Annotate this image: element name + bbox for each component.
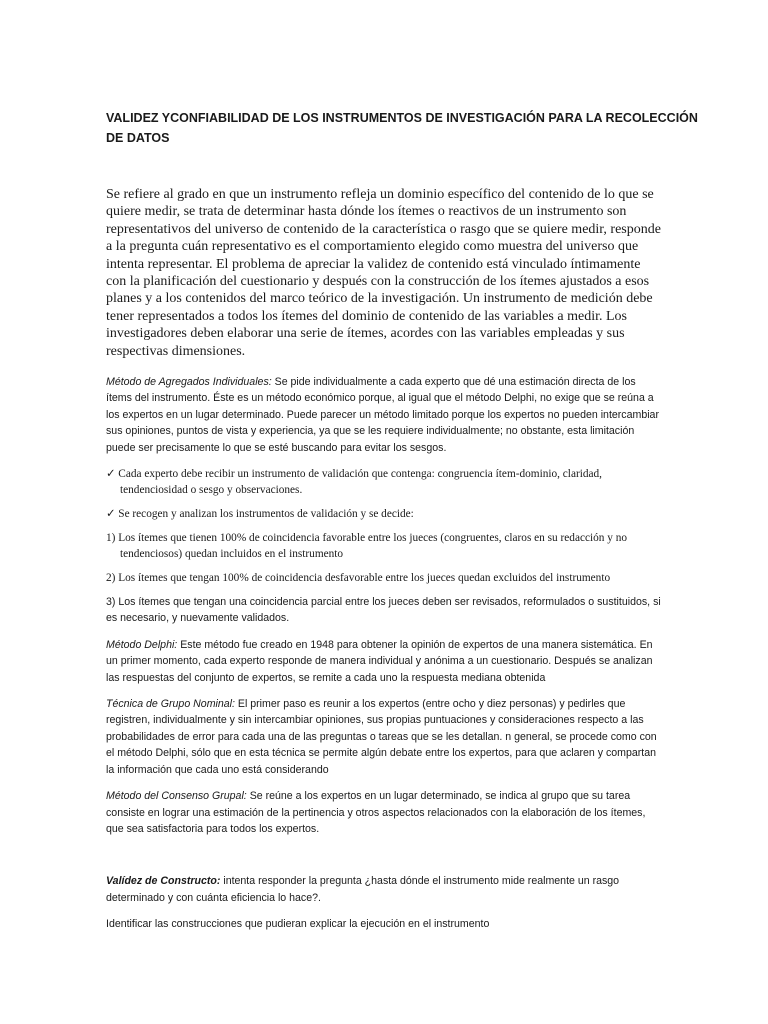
decision-item-1: 1) Los ítemes que tienen 100% de coincidencia favorable entre los jueces (congruentes, claros en su redacción y no tendenciosos) quedan incluidos en el instrumento bbox=[106, 532, 628, 561]
nominal-text: El primer paso es reunir a los expertos (entre ocho y diez personas) y pedirles que registren, individualmente y sin intercambiar opiniones, sus propias puntuaciones y consideraciones respecto a las probabilidades de error para cada una de las preguntas o tareas que se les detallan. n general, se procede como con el método Delphi, sólo que en esta técnica se permite algún debate entre los expertos, para que aclaren y compartan la información que cada uno está considerando bbox=[106, 698, 657, 776]
document-title: VALIDEZ YCONFIABILIDAD DE LOS INSTRUMENTOS DE INVESTIGACIÓN PARA LA RECOLECCIÓN DE DATOS bbox=[106, 111, 698, 145]
closing-paragraph: Identificar las construcciones que pudieran explicar la ejecución en el instrumento bbox=[106, 918, 490, 931]
nominal-label: Técnica de Grupo Nominal: bbox=[106, 698, 235, 711]
constructo-label: Valídez de Constructo: bbox=[106, 875, 221, 888]
agregados-text: Se pide individualmente a cada experto que dé una estimación directa de los ítems del instrumento. Éste es un método económico porque, al igual que el método Delphi, no exige que se reúna a los expertos en un lugar determinado. Puede parecer un método limitado porque los expertos no pueden intercambiar sus opiniones, puntos de vista y experiencia, ya que se les requiere individualmente; no obstante, esta limitación puede ser precisamente lo que se esté buscando para evitar los sesgos. bbox=[106, 376, 659, 454]
consenso-paragraph bbox=[106, 788, 662, 837]
intro-paragraph: Se refiere al grado en que un instrumento refleja un dominio específico del contenido de lo que se quiere medir, se trata de determinar hasta dónde los ítemes o reactivos de un instrumento son representativos del universo de contenido de la característica o rasgo que se quiere medir, responde a la pregunta cuán representativo es el comportamiento elegido como muestra del universo que intenta representar. El problema de apreciar la validez de contenido está vinculado íntimamente con la planificación del cuestionario y después con la construcción de los ítemes ajustados a esos planes y a los contenidos del marco teórico de la investigación. Un instrumento de medición debe tener representados a todos los ítemes del dominio de contenido de las variables a medir. Los investigadores deben elaborar una serie de ítemes, acordes con las variables empleadas y sus respectivas dimensiones. bbox=[106, 187, 661, 359]
agregados-label: Método de Agregados Individuales: bbox=[106, 376, 272, 388]
section-gap bbox=[106, 847, 662, 873]
agregados-paragraph bbox=[106, 374, 662, 456]
consenso-text: Se reúne a los expertos en un lugar determinado, se indica al grupo que su tarea consiste en lograr una estimación de la pertinencia y otros aspectos relacionados con la elaboración de los ítemes, que sea satisfactoria para todos los expertos. bbox=[106, 790, 646, 835]
delphi-paragraph bbox=[106, 637, 662, 686]
check-item-1: ✓ Cada experto debe recibir un instrumento de validación que contenga: congruencia ítem-dominio, claridad, tendenciosidad o sesgo y observaciones. bbox=[106, 468, 602, 497]
delphi-label: Método Delphi: bbox=[106, 638, 178, 651]
check-item-2: ✓ Se recogen y analizan los instrumentos de validación y se decide: bbox=[106, 508, 414, 521]
decision-item-3: 3) Los ítemes que tengan una coincidencia parcial entre los jueces deben ser revisados, reformulados o sustituidos, si es necesario, y nuevamente validados. bbox=[106, 596, 661, 625]
constructo-paragraph bbox=[106, 873, 662, 906]
delphi-text: Este método fue creado en 1948 para obtener la opinión de expertos de una manera sistemática. En un primer momento, cada experto responde de manera individual y anónima a un cuestionario. Después se analizan las respuestas del conjunto de expertos, se remite a cada uno la respuesta mediana obtenida bbox=[106, 638, 653, 684]
nominal-paragraph bbox=[106, 696, 662, 778]
constructo-text: intenta responder la pregunta ¿hasta dónde el instrumento mide realmente un rasgo determinado y con cuánta eficiencia lo hace?. bbox=[106, 875, 620, 904]
document-body bbox=[106, 374, 662, 943]
consenso-label: Método del Consenso Grupal: bbox=[106, 790, 247, 803]
decision-item-2: 2) Los ítemes que tengan 100% de coincidencia desfavorable entre los jueces quedan excluidos del instrumento bbox=[106, 572, 611, 585]
